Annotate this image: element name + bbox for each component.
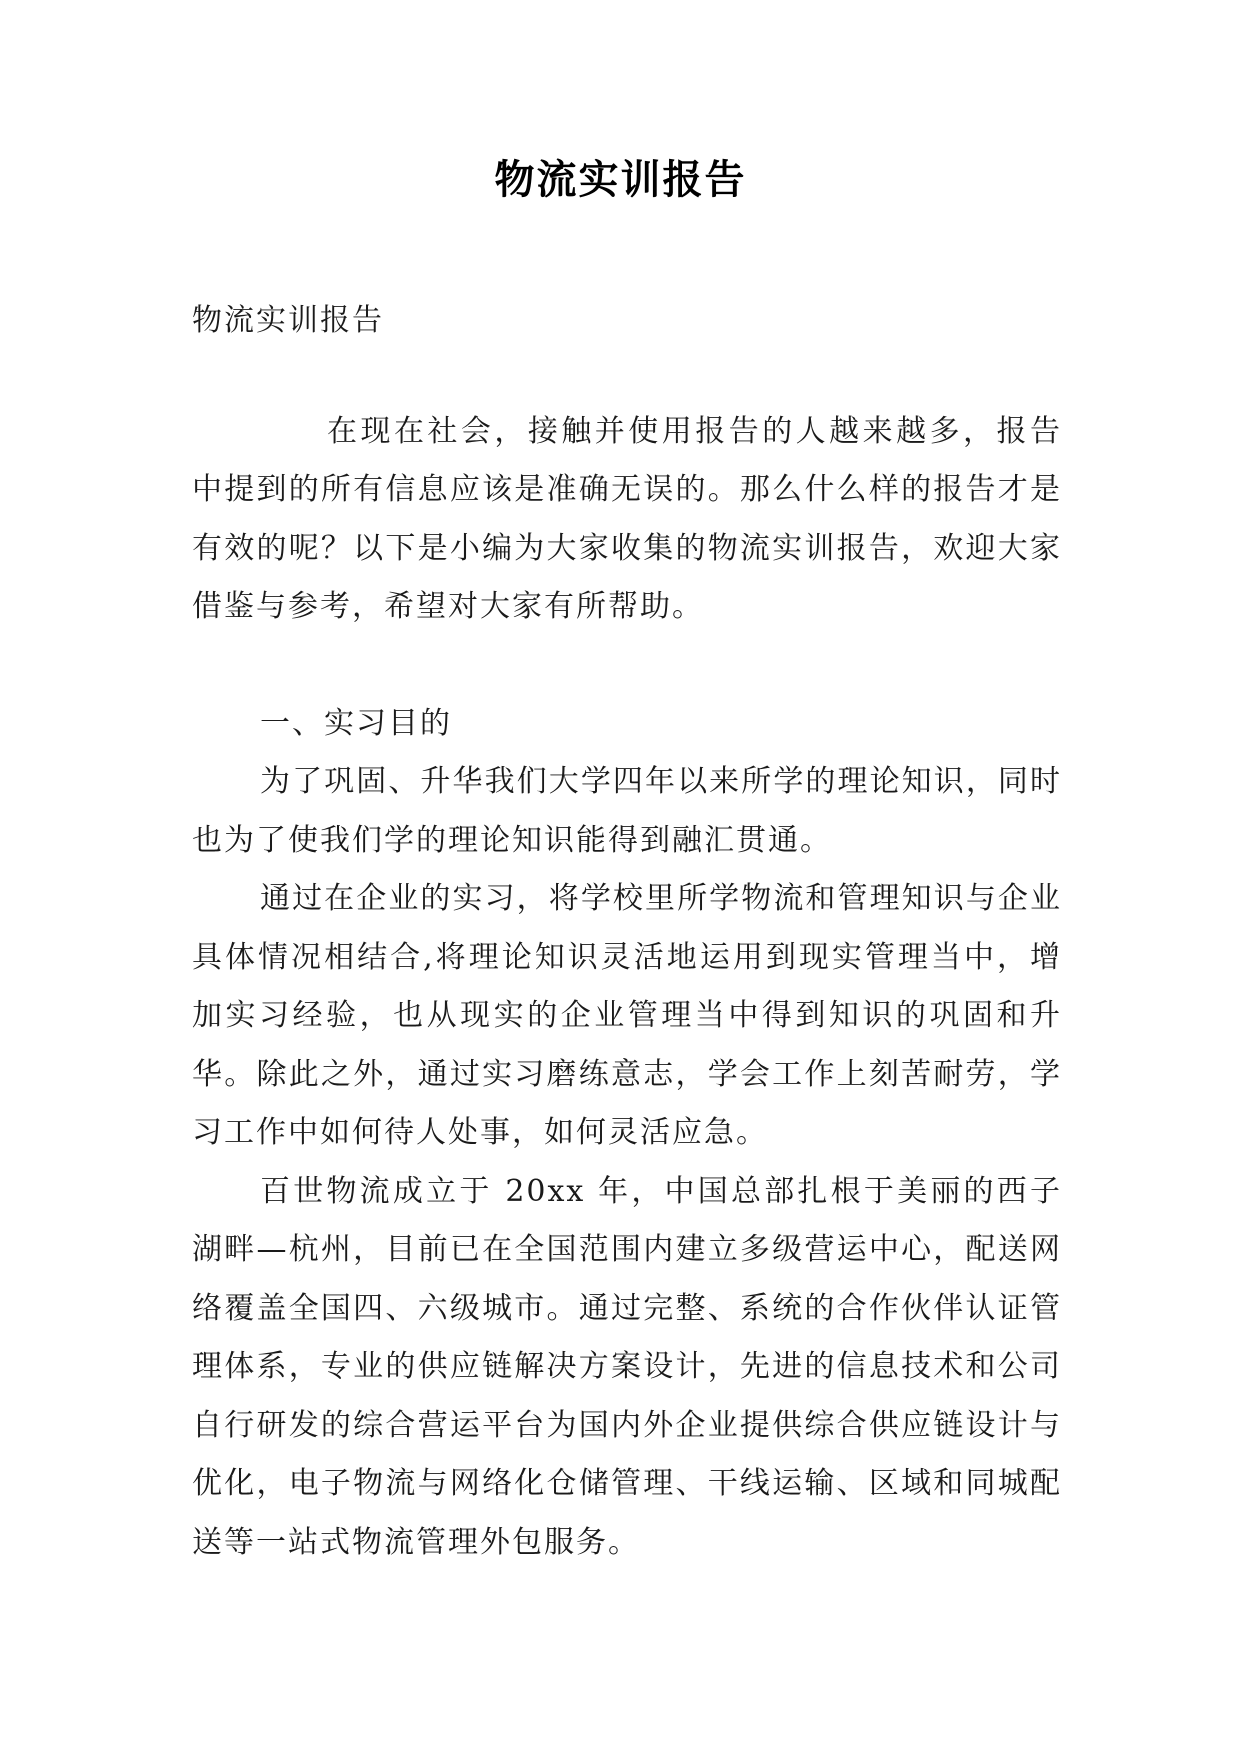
- document-title: 物流实训报告: [494, 156, 747, 203]
- document-body: [192, 292, 1062, 1572]
- body-paragraph-3: 百世物流成立于 20xx 年，中国总部扎根于美丽的西子湖畔—杭州，目前已在全国范围内建立多级营运中心，配送网络覆盖全国四、六级城市。通过完整、系统的合作伙伴认证管理体系，专业的供应链解决方案设计，先进的信息技术和公司自行研发的综合营运平台为国内外企业提供综合供应链设计与优化，电子物流与网络化仓储管理、干线运输、区域和同城配送等一站式物流管理外包服务。: [192, 1173, 1062, 1560]
- document-subtitle: 物流实训报告: [192, 303, 384, 338]
- section-heading: 一、实习目的: [260, 705, 452, 741]
- intro-paragraph: 在现在社会，接触并使用报告的人越来越多，报告中提到的所有信息应该是准确无误的。那么什么样的报告才是有效的呢？以下是小编为大家收集的物流实训报告，欢迎大家借鉴与参考，希望对大家有所帮助。: [192, 413, 1062, 624]
- body-paragraph-2: 通过在企业的实习，将学校里所学物流和管理知识与企业具体情况相结合,将理论知识灵活地运用到现实管理当中，增加实习经验，也从现实的企业管理当中得到知识的巩固和升华。除此之外，通过实习磨练意志，学会工作上刻苦耐劳，学习工作中如何待人处事，如何灵活应急。: [192, 881, 1062, 1150]
- body-paragraph-1: 为了巩固、升华我们大学四年以来所学的理论知识，同时也为了使我们学的理论知识能得到融汇贯通。: [192, 764, 1062, 858]
